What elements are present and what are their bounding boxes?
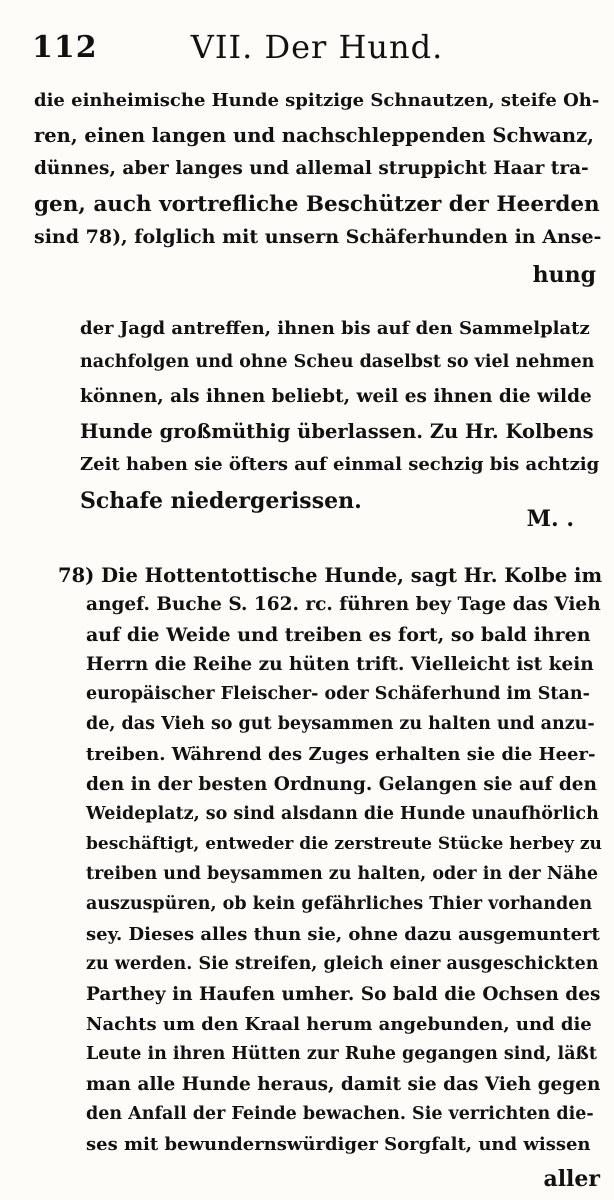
text-line: gen, auch vortrefliche Beschützer der Heerden [34,192,600,217]
footnote-line: ses mit bewundernswürdiger Sorgfalt, und wissen [86,1134,591,1155]
text-line: sind 78), folglich mit unsern Schäferhunden in Anse- [34,226,602,248]
footnote-line: Schafe niedergerissen. [80,488,362,514]
footnote-line: nachfolgen und ohne Scheu daselbst so viel nehmen [80,352,595,372]
footnote-line: können, als ihnen beliebt, weil es ihnen die wilde [80,386,592,407]
text-line: die einheimische Hunde spitzige Schnautzen, steife Oh- [34,90,600,111]
footnote-line: man alle Hunde heraus, damit sie das Vieh gegen [86,1074,601,1095]
footnote-line: europäischer Fleischer- oder Schäferhund im Stan- [86,684,590,704]
catchword: hung [532,262,596,288]
footnote-line: auszuspüren, ob kein gefährliches Thier vorhanden [86,894,593,914]
footnote-line: den Anfall der Feinde bewachen. Sie verrichten die- [86,1104,594,1124]
footnote-line: de, das Vieh so gut beysammen zu halten und anzu- [86,714,595,734]
page-number: 112 [32,30,98,65]
catchword: aller [543,1166,600,1192]
footnote-line: beschäftigt, entweder die zerstreute Stücke herbey zu [86,834,602,854]
text-line: dünnes, aber langes und allemal struppicht Haar tra- [34,158,589,179]
footnote-line: Leute in ihren Hütten zur Ruhe gegangen sind, läßt [86,1044,597,1064]
footnote-line: der Jagd antreffen, ihnen bis auf den Sammelplatz [80,318,590,339]
footnote-line: angef. Buche S. 162. rc. führen bey Tage das Vieh [86,594,601,615]
footnote-line: sey. Dieses alles thun sie, ohne dazu ausgemuntert [86,924,600,945]
footnote-line: auf die Weide und treiben es fort, so bald ihren [86,624,591,646]
footnote-line: zu werden. Sie streifen, gleich einer ausgeschickten [86,954,599,974]
footnote-line: Parthey in Haufen umher. So bald die Ochsen des [86,984,601,1005]
footnote-line: Nachts um den Kraal herum angebunden, und die [86,1014,592,1035]
page-header [32,14,602,74]
catchword: M. . [526,506,574,532]
footnote-line: Hunde großmüthig überlassen. Zu Hr. Kolbens [80,420,594,443]
footnote-line: den in der besten Ordnung. Gelangen sie auf den [86,774,597,795]
footnote-line: Zeit haben sie öfters auf einmal sechzig bis achtzig [80,454,600,475]
text-line: ren, einen langen und nachschleppenden Schwanz, [34,124,594,147]
running-head: VII. Der Hund. [190,28,444,66]
footnote-line: treiben und beysammen zu halten, oder in der Nähe [86,864,599,884]
footnote-line: treiben. Während des Zuges erhalten sie die Heer- [86,744,596,765]
footnote-line: Weideplatz, so sind alsdann die Hunde unaufhörlich [86,804,599,824]
footnote-line: Herrn die Reihe zu hüten trift. Vielleicht ist kein [86,654,594,675]
footnote-78-first-line: 78) Die Hottentottische Hunde, sagt Hr. Kolbe im [58,564,603,587]
